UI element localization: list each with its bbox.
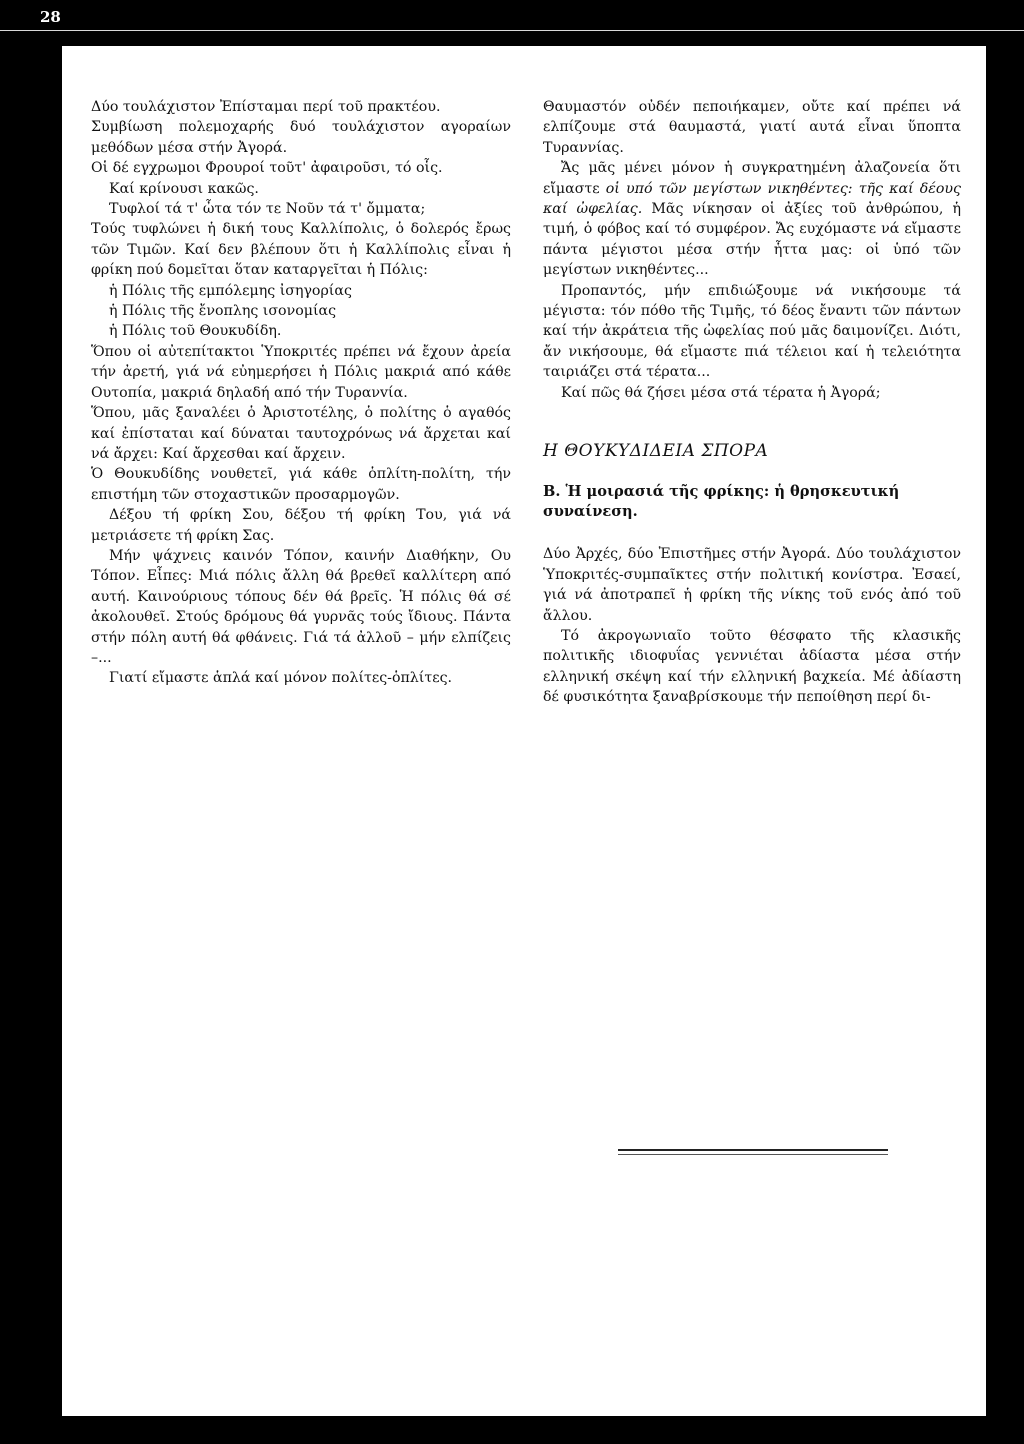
document-page: [62, 46, 986, 1416]
section-title: Η ΘΟΥΚΥΔΙΔΕΙΑ ΣΠΟΡΑ: [543, 441, 769, 462]
paragraph: Τούς τυφλώνει ἡ δική τους Καλλίπολις, ὁ δολερός ἔρως τῶν Τιμῶν. Καί δεν βλέπουν ὅτι ἡ Καλλίπολις εἶναι ἡ φρίκη πού δομεῖται ὅταν καταργεῖται ἡ Πόλις:: [91, 221, 511, 279]
italic-quote: οἱ υπό τῶν μεγίστων νικηθέντες: τῆς καί δέους καί ὠφελίας.: [543, 180, 961, 218]
paragraph: Δύο τουλάχιστον Ἐπίσταμαι περί τοῦ πρακτέου.: [91, 99, 441, 115]
list-item: ἡ Πόλις τοῦ Θουκυδίδη.: [109, 323, 282, 340]
paragraph: Δέξου τή φρίκη Σου, δέξου τή φρίκη Του, γιά νά μετριάσετε τή φρίκη Σας.: [91, 507, 511, 544]
page-number: 28: [40, 8, 61, 26]
paragraph: Γιατί εἴμαστε ἁπλά καί μόνον πολίτες-ὁπλίτες.: [109, 670, 453, 687]
top-rule: [0, 30, 1024, 31]
list-item: ἡ Πόλις τῆς ἔνοπλης ισονομίας: [109, 303, 337, 320]
paragraph: Προπαντός, μήν επιδιώξουμε νά νικήσουμε τά μέγιστα: τόν πόθο τῆς Τιμῆς, τό δέος ἔναντι τῶν πάντων καί τήν ἀκράτεια τῆς ὠφελίας πού μᾶς δαιμονίζει. Διότι, ἄν νικήσουμε, θά εἴμαστε πιά τέλειοι καί ἡ τελειότητα ταιριάζει στά τέρατα...: [543, 282, 961, 381]
paragraph: Τυφλοί τά τ' ὦτα τόν τε Νοῦν τά τ' ὄμματα;: [109, 201, 426, 218]
decorative-rule: [618, 1149, 888, 1151]
paragraph: Μήν ψάχνεις καινόν Τόπον, καινήν Διαθήκην, Ου Τόπον. Εἶπες: Μιά πόλις ἄλλη θά βρεθεῖ καλλίτερη από αυτή. Καινούριους τόπους δέν θά βρεῖς. Ἡ πόλις θά σέ ἀκολουθεῖ. Στούς δρόμους θά γυρνᾶς τούς ἴδιους. Πάντα στήν πόλη αυτή θά φθάνεις. Γιά τά ἀλλοῦ – μήν ελπίζεις –...: [91, 547, 511, 666]
decorative-rule: [618, 1154, 888, 1155]
paragraph: [543, 158, 961, 280]
paragraph: Ὅπου, μᾶς ξαναλέει ὁ Ἀριστοτέλης, ὁ πολίτης ὁ αγαθός καί ἐπίσταται καί δύναται ταυτοχρόνως νά ἄρχεται καί νά ἄρχει: Καί ἄρχεσθαι καί ἄρχειν.: [91, 405, 511, 462]
paragraph: Ὁ Θουκυδίδης νουθετεῖ, γιά κάθε ὁπλίτη-πολίτη, τήν επιστήμη τῶν στοχαστικῶν προσαρμογῶν.: [91, 466, 511, 503]
list-item: ἡ Πόλις τῆς εμπόλεμης ἰσηγορίας: [109, 282, 352, 299]
paragraph-text: Ἄς μᾶς μένει μόνον ἡ συγκρατημένη ἀλαζονεία ὅτι εἴμαστε: [543, 160, 961, 197]
paragraph: Ὅπου οἱ αὐτεπίτακτοι Ὑποκριτές πρέπει νά ἔχουν ἀρεία τήν ἀρετή, γιά νά εὐημερήσει ἡ Πόλις μακριά από κάθε Ουτοπία, μακριά δηλαδή από τήν Τυρανvία.: [91, 343, 511, 401]
right-column: [543, 97, 961, 708]
section-subtitle: Β. Ἡ μοιρασιά τῆς φρίκης: ἡ θρησκευτική συναίνεση.: [543, 482, 900, 520]
paragraph: Καί κρίνουσι κακῶς.: [109, 180, 259, 197]
paragraph-text: Μᾶς νίκησαν οἱ ἀξίες τοῦ ἀνθρώπου, ἡ τιμή, ὁ φόβος καί τό συμφέρον. Ἄς ευχόμαστε νά εἴμαστε πάντα μέγιστοι μέσα στήν ἧττα μας: οἱ ὑπό τῶν μεγίστων νικηθέντες...: [543, 201, 961, 279]
paragraph: Οἱ δέ εγχρωμοι Φρουροί τοῦτ' ἀφαιροῦσι, τό οἷς.: [91, 160, 443, 177]
paragraph: Συμβίωση πολεμοχαρής δυό τουλάχιστον αγοραίων μεθόδων μέσα στήν Ἀγορά.: [91, 119, 511, 156]
left-column: [91, 97, 511, 689]
paragraph: Καί πῶς θά ζήσει μέσα στά τέρατα ἡ Ἀγορά;: [561, 384, 881, 401]
paragraph: Θαυμαστόν οὐδέν πεποιήκαμεν, οὔτε καί πρέπει νά ελπίζουμε στά θαυμαστά, γιατί αυτά εἶναι ὕποπτα Τυραννίας.: [543, 99, 961, 156]
paragraph: Τό ἀκρογωνιαῖο τοῦτο θέσφατο τῆς κλασικῆς πολιτικῆς ιδιοφυΐας γεννιέται ἀδίαστα μέσα στήν ελληνική σκέψη καί τήν ελληνική βαχκεία. Μέ ἀδίαστη δέ φυσικότητα ξαναβρίσκουμε τήν πεποίθηση περί δι-: [543, 627, 961, 706]
paragraph: Δύο Ἀρχές, δύο Ἐπιστῆμες στήν Ἀγορά. Δύο τουλάχιστον Ὑποκριτές-συμπαῖκτες στήν πολιτική κονίστρα. Ἐσαεί, γιά νά ἀποτραπεῖ ἡ φρίκη τῆς νίκης τοῦ ενός ἀπό τοῦ ἄλλου.: [543, 546, 961, 624]
